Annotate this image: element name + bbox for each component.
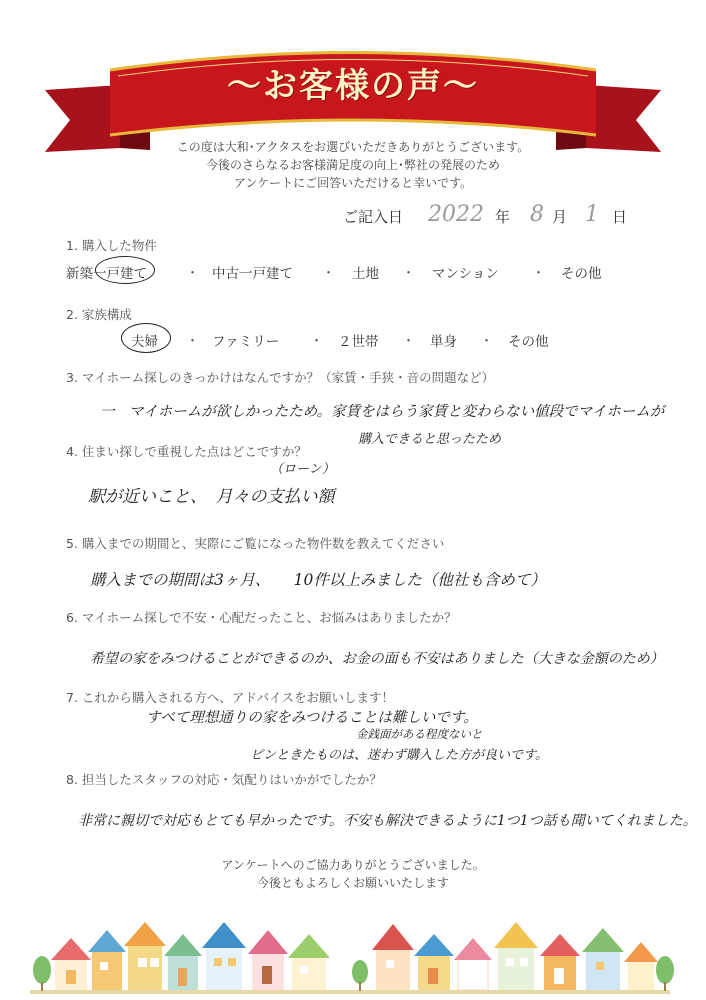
q2-option-0: 夫婦 [131, 334, 158, 350]
q6-answer: 希望の家をみつけることができるのか、お金の面も不安はありました（大きな金額のため） [90, 651, 664, 667]
q3-answer-line-1: 一 マイホームが欲しかったため。家賃をはらう家賃と変わらない値段でマイホームが [100, 404, 665, 420]
q4-label: 4. 住まい探しで重視した点はどこですか？ [66, 444, 307, 459]
q7-label: 7. これから購入される方へ、アドバイスをお願いします！ [66, 690, 395, 705]
q3-label: 3. マイホーム探しのきっかけはなんですか？（家賃・手狭・音の問題など） [66, 370, 495, 385]
q2-option-4: その他 [508, 334, 549, 350]
date-day-unit: 日 [612, 208, 628, 226]
q3-answer-line-2: 購入できると思ったため [358, 432, 502, 447]
q1-option-4: その他 [561, 266, 602, 282]
intro-line-1: この度は大和･アクタスをお選びいただきありがとうございます。 [176, 140, 530, 154]
q1-option-1: 中古一戸建て [212, 266, 293, 282]
date-month-unit: 月 [552, 208, 568, 226]
intro-line-3: アンケートにご回答いただけると幸いです。 [233, 176, 473, 190]
outro-line-2: 今後ともよろしくお願いいたします [256, 876, 449, 890]
q8-label: 8. 担当したスタッフの対応・気配りはいかがでしたか？ [66, 772, 382, 787]
date-year: 2022 [428, 202, 484, 227]
date-day: 1 [585, 202, 599, 227]
page-title: 〜お客様の声〜 [227, 66, 479, 106]
intro-line-2: 今後のさらなるお客様満足度の向上･弊社の発展のため [205, 158, 500, 172]
q2-option-3: 単身 [430, 334, 457, 350]
q7-answer-note: 金銭面がある程度ないと [356, 727, 483, 741]
q4-answer: 駅が近いこと、 月々の支払い額 [88, 487, 335, 507]
houses-illustration [0, 900, 706, 1000]
q7-answer-line-2: ピンときたものは、迷わず購入した方が良いです。 [250, 748, 548, 763]
date-year-unit: 年 [495, 208, 511, 226]
q2-option-2: ２世帯 [338, 334, 379, 350]
q5-answer: 購入までの期間は3ヶ月、 10件以上みました（他社も含めて） [90, 571, 546, 589]
outro-line-1: アンケートへのご協力ありがとうございました。 [221, 858, 485, 872]
q8-answer: 非常に親切で対応もとても早かったです。不安も解決できるように1つ1つ話も聞いてくれました。 [78, 813, 697, 829]
q5-label: 5. 購入までの期間と、実際にご覧になった物件数を教えてください [66, 536, 445, 551]
q1-option-2: 土地 [352, 266, 379, 282]
q4-answer-note: （ローン） [270, 462, 335, 477]
q1-label: 1. 購入した物件 [66, 238, 157, 253]
q7-answer-line-1: すべて理想通りの家をみつけることは難しいです。 [146, 710, 478, 726]
date-label: ご記入日 [343, 208, 404, 226]
date-month: 8 [530, 202, 544, 227]
q2-label: 2. 家族構成 [66, 307, 132, 322]
q2-option-1: ファミリー [212, 334, 280, 350]
q6-label: 6. マイホーム探しで不安・心配だったこと、お悩みはありましたか？ [66, 610, 457, 625]
q1-option-3: マンション [432, 266, 499, 282]
q1-option-0: 新築一戸建て [66, 266, 147, 282]
